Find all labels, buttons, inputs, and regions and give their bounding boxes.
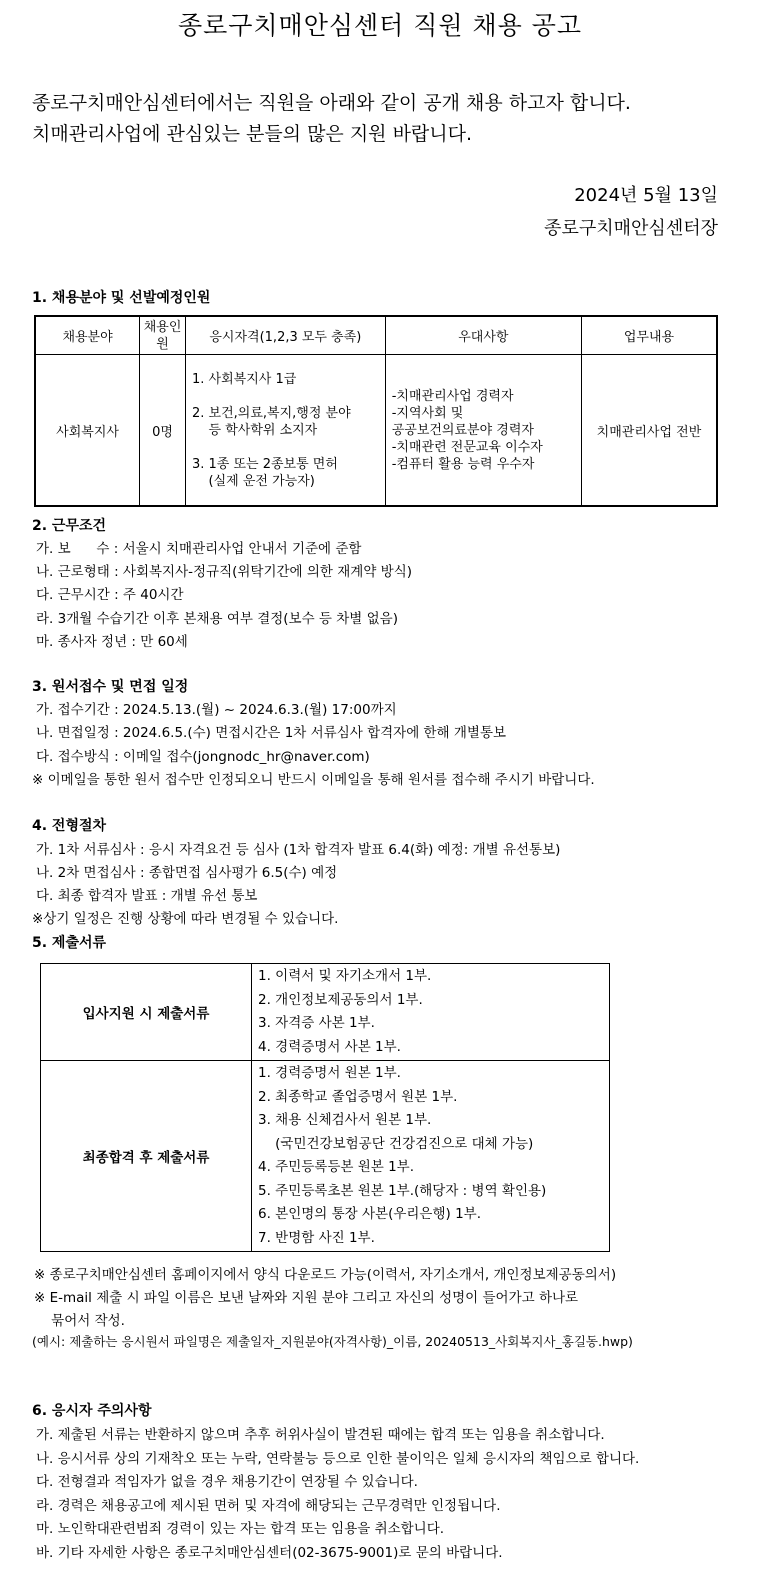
condition-line: 나. 근로형태 : 사회복지사-정규직(위탁기간에 의한 재계약 방식)	[36, 564, 413, 580]
page-title: 종로구치매안심센터 직원 채용 공고	[177, 11, 583, 40]
qual-line	[192, 439, 385, 456]
row-count: 0명	[140, 355, 186, 507]
pref-line: -컴퓨터 활용 능력 우수자	[391, 456, 535, 472]
list-item: 7. 반명함 사진 1부.	[258, 1229, 375, 1246]
pref-line: -치매관련 전문교육 이수자	[391, 439, 543, 455]
documents-table	[40, 963, 610, 1252]
row-qual	[185, 355, 385, 507]
section2-heading: 2. 근무조건	[32, 518, 107, 534]
header-duty: 업무내용	[581, 316, 717, 355]
caution-line: 바. 기타 자세한 사항은 종로구치매안심센터(02-3675-9001)로 문의 바랍니다.	[36, 1545, 503, 1561]
qual-line	[192, 388, 385, 405]
header-field: 채용분야	[35, 316, 140, 355]
announcement-date: 2024년 5월 13일	[574, 185, 718, 206]
row-duty: 치매관리사업 전반	[581, 355, 717, 507]
caution-line: 라. 경력은 채용공고에 제시된 면허 및 자격에 해당되는 근무경력만 인정됩니다.	[36, 1498, 501, 1514]
schedule-line: 다. 접수방식 : 이메일 접수(jongnodc_hr@naver.com)	[36, 749, 370, 765]
pref-line: -치매관리사업 경력자	[391, 388, 514, 404]
intro-line-1: 종로구치매안심센터에서는 직원을 아래와 같이 공개 채용 하고자 합니다.	[32, 92, 631, 114]
qual-line: 3. 1종 또는 2종보통 면허	[191, 456, 338, 472]
caution-line: 마. 노인학대관련범죄 경력이 있는 자는 합격 또는 임용을 취소합니다.	[36, 1521, 445, 1537]
docs-note: 묶어서 작성.	[34, 1313, 125, 1329]
process-note: ※상기 일정은 진행 상황에 따라 변경될 수 있습니다.	[32, 911, 339, 927]
header-pref: 우대사항	[385, 316, 581, 355]
list-item: 5. 주민등록초본 원본 1부.(해당자 : 병역 확인용)	[258, 1182, 547, 1199]
intro-line-2: 치매관리사업에 관심있는 분들의 많은 지원 바랍니다.	[32, 123, 473, 145]
caution-line: 가. 제출된 서류는 반환하지 않으며 추후 허위사실이 발견된 때에는 합격 또는 임용을 취소합니다.	[36, 1427, 605, 1443]
list-item: (국민건강보험공단 건강검진으로 대체 가능)	[258, 1135, 534, 1152]
process-line: 다. 최종 합격자 발표 : 개별 유선 통보	[36, 888, 258, 904]
qual-line: 2. 보건,의료,복지,행정 분야	[191, 405, 351, 421]
recruit-table	[34, 315, 718, 507]
section3-heading: 3. 원서접수 및 면접 일정	[32, 679, 189, 695]
process-line: 나. 2차 면접심사 : 종합면접 심사평가 6.5(수) 예정	[36, 865, 338, 881]
issuer: 종로구치매안심센터장	[544, 218, 718, 239]
row-pref	[385, 355, 581, 507]
section4-heading: 4. 전형절차	[32, 818, 107, 834]
pref-line: 공공보건의료분야 경력자	[391, 422, 534, 438]
final-docs-list	[252, 1061, 610, 1252]
condition-line: 마. 종사자 정년 : 만 60세	[36, 634, 188, 650]
list-item: 3. 채용 신체검사서 원본 1부.	[258, 1112, 432, 1128]
apply-docs-list	[252, 964, 610, 1061]
list-item: 2. 최종학교 졸업증명서 원본 1부.	[258, 1088, 458, 1105]
list-item: 2. 개인정보제공동의서 1부.	[258, 991, 423, 1008]
header-qual: 응시자격(1,2,3 모두 충족)	[185, 316, 385, 355]
schedule-line: 나. 면접일정 : 2024.6.5.(수) 면접시간은 1차 서류심사 합격자에 한해 개별통보	[36, 725, 507, 741]
section1-heading: 1. 채용분야 및 선발예정인원	[32, 290, 211, 306]
schedule-note: ※ 이메일을 통한 원서 접수만 인정되오니 반드시 이메일을 통해 원서를 접수해 주시기 바랍니다.	[32, 772, 595, 788]
list-item: 1. 경력증명서 원본 1부.	[258, 1065, 401, 1081]
condition-line: 가. 보 수 : 서울시 치매관리사업 안내서 기준에 준함	[36, 541, 362, 557]
apply-docs-label: 입사지원 시 제출서류	[41, 964, 252, 1061]
list-item: 3. 자격증 사본 1부.	[258, 1015, 375, 1031]
schedule-line: 가. 접수기간 : 2024.5.13.(월) ~ 2024.6.3.(월) 17:00까지	[36, 702, 397, 718]
section6-heading: 6. 응시자 주의사항	[32, 1403, 152, 1419]
condition-line: 라. 3개월 수습기간 이후 본채용 여부 결정(보수 등 차별 없음)	[36, 611, 398, 627]
docs-note: ※ 종로구치매안심센터 홈페이지에서 양식 다운로드 가능(이력서, 자기소개서, 개인정보제공동의서)	[34, 1267, 617, 1283]
list-item: 6. 본인명의 통장 사본(우리은행) 1부.	[258, 1206, 481, 1222]
qual-line: (실제 운전 가능자)	[191, 473, 315, 489]
list-item: 4. 경력증명서 사본 1부.	[258, 1038, 401, 1055]
docs-filename-example: (예시: 제출하는 응시원서 파일명은 제출일자_지원분야(자격사항)_이름, 20240513_사회복지사_홍길동.hwp)	[32, 1334, 633, 1349]
qual-line: 등 학사학위 소지자	[191, 422, 318, 438]
section5-heading: 5. 제출서류	[32, 935, 107, 951]
final-docs-label: 최종합격 후 제출서류	[41, 1061, 252, 1252]
header-count: 채용인원	[140, 316, 186, 355]
pref-line: -지역사회 및	[391, 405, 464, 421]
row-field: 사회복지사	[35, 355, 140, 507]
list-item: 4. 주민등록등본 원본 1부.	[258, 1159, 415, 1175]
caution-line: 나. 응시서류 상의 기재착오 또는 누락, 연락불능 등으로 인한 불이익은 일체 응시자의 책임으로 합니다.	[36, 1451, 640, 1467]
process-line: 가. 1차 서류심사 : 응시 자격요건 등 심사 (1차 합격자 발표 6.4(화) 예정: 개별 유선통보)	[36, 842, 561, 858]
caution-line: 다. 전형결과 적임자가 없을 경우 채용기간이 연장될 수 있습니다.	[36, 1474, 418, 1490]
docs-note: ※ E-mail 제출 시 파일 이름은 보낸 날짜와 지원 분야 그리고 자신의 성명이 들어가고 하나로	[34, 1290, 579, 1306]
condition-line: 다. 근무시간 : 주 40시간	[36, 587, 184, 603]
qual-line: 1. 사회복지사 1급	[191, 371, 297, 387]
list-item: 1. 이력서 및 자기소개서 1부.	[258, 968, 432, 984]
